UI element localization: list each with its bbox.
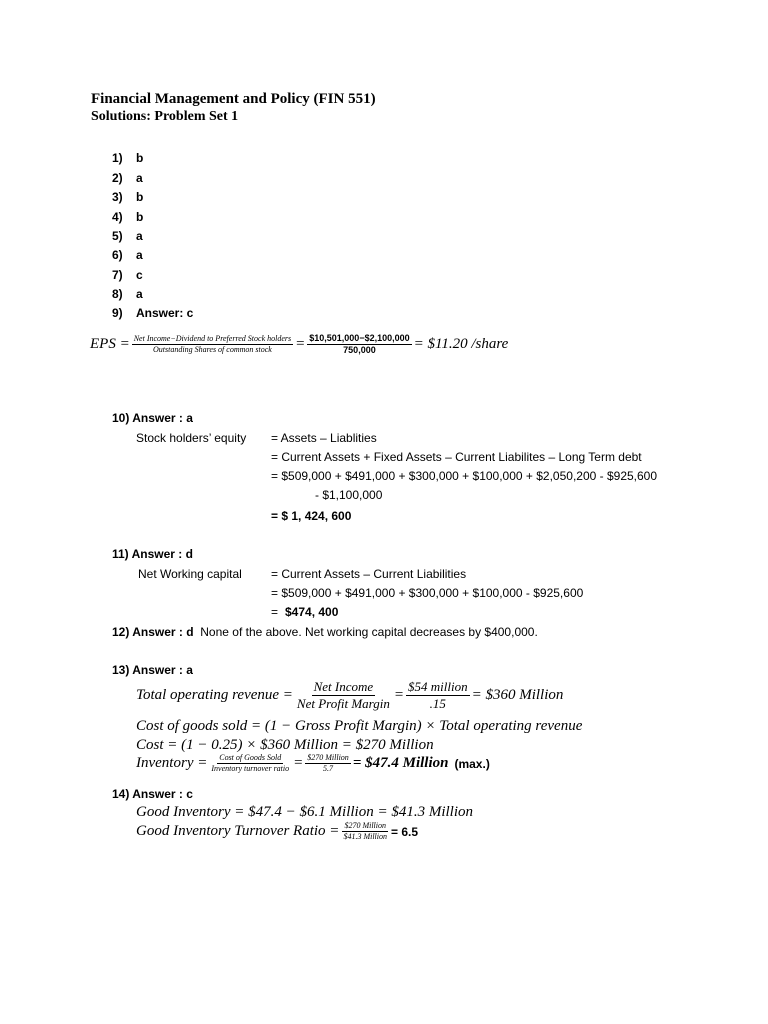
inventory-result: = $47.4 Million (352, 755, 449, 772)
answer-item: 6) (112, 248, 123, 262)
answer-value: a (136, 248, 143, 262)
equals-sign: = (293, 755, 304, 772)
tor-label: Total operating revenue = (136, 686, 293, 703)
eps-denominator: Outstanding Shares of common stock (153, 345, 272, 355)
gitr-result: = 6.5 (391, 824, 419, 839)
answer-item: 5) (112, 229, 123, 243)
good-inventory-turnover-equation (136, 822, 418, 842)
inventory-denominator: Inventory turnover ratio (211, 764, 290, 774)
eps-values-denominator: 750,000 (343, 345, 376, 356)
answer-value: a (136, 171, 143, 185)
tor-values-denominator: .15 (429, 695, 446, 711)
equals-sign: = (393, 686, 404, 703)
answer-value: c (136, 268, 143, 282)
q12-text: None of the above. Net working capital decreases by $400,000. (200, 625, 538, 639)
tor-result: = $360 Million (471, 686, 564, 703)
q10-line: = Current Assets + Fixed Assets – Current Liabilites – Long Term debt (271, 450, 642, 464)
answer-value: b (136, 190, 144, 204)
cogs-equation: Cost of goods sold = (1 − Gross Profit Margin) × Total operating revenue (136, 718, 583, 734)
eps-values-fraction (307, 334, 411, 356)
answer-item: 2) (112, 171, 123, 185)
gitr-fraction (341, 822, 389, 842)
answer-value: b (136, 210, 144, 224)
answer-item: 8) (112, 287, 123, 301)
q10-line: = Assets – Liablities (271, 431, 377, 445)
equals-sign: = (295, 336, 306, 353)
answer-item: 3) (112, 190, 123, 204)
answer-item: 1) (112, 151, 123, 165)
answer-item: 9) (112, 306, 123, 320)
inventory-values-denominator: 5.7 (323, 764, 334, 774)
q10-line: = $509,000 + $491,000 + $300,000 + $100,000 + $2,050,200 - $925,600 (271, 469, 658, 483)
inventory-max-note: (max.) (454, 756, 490, 771)
good-inventory-equation: Good Inventory = $47.4 − $6.1 Million = $41.3 Million (136, 804, 474, 820)
q12-heading: 12) Answer : d (112, 625, 194, 639)
tor-numerator: Net Income (313, 679, 374, 694)
inventory-numerator: Cost of Goods Sold (217, 754, 283, 764)
q11-line: = Current Assets – Current Liabilities (271, 567, 467, 581)
q11-heading: 11) Answer : d (112, 547, 193, 561)
tor-fraction (295, 680, 392, 710)
q11-line: = $509,000 + $491,000 + $300,000 + $100,000 - $925,600 (271, 586, 584, 600)
document-subtitle: Solutions: Problem Set 1 (91, 109, 239, 124)
eps-equation (90, 334, 508, 356)
q10-heading: 10) Answer : a (112, 411, 193, 425)
inventory-values-numerator: $270 Million (305, 754, 351, 764)
gitr-denominator: $41.3 Million (343, 832, 387, 842)
q11-result: $474, 400 (285, 605, 339, 619)
answer-item: 7) (112, 268, 123, 282)
total-operating-revenue-equation (136, 680, 563, 710)
document-title: Financial Management and Policy (FIN 551) (91, 91, 376, 107)
eps-label: EPS = (90, 336, 130, 353)
q13-heading: 13) Answer : a (112, 663, 193, 677)
cost-equation: Cost = (1 − 0.25) × $360 Million = $270 Million (136, 737, 434, 753)
eps-fraction (132, 335, 293, 355)
q10-label: Stock holders’ equity (136, 431, 247, 445)
q10-line: - $1,100,000 (315, 488, 383, 502)
answer-value: Answer: c (136, 306, 194, 320)
gitr-label: Good Inventory Turnover Ratio = (136, 823, 340, 840)
tor-values-numerator: $54 million (407, 679, 468, 694)
inventory-values-fraction (305, 754, 351, 774)
inventory-equation (136, 754, 490, 774)
q11-label: Net Working capital (138, 567, 242, 581)
q11-result-prefix: = (271, 605, 279, 619)
inventory-fraction (209, 754, 291, 774)
answer-value: b (136, 151, 144, 165)
gitr-numerator: $270 Million (342, 822, 388, 832)
eps-values-numerator: $10,501,000−$2,100,000 (307, 334, 411, 345)
eps-result: = $11.20 /share (413, 336, 509, 353)
q14-heading: 14) Answer : c (112, 787, 193, 801)
q12-line (112, 625, 538, 639)
answer-value: a (136, 287, 143, 301)
tor-values-fraction (406, 680, 470, 710)
answer-item: 4) (112, 210, 123, 224)
tor-denominator: Net Profit Margin (296, 695, 390, 711)
eps-numerator: Net Income−Dividend to Preferred Stock holders (132, 335, 293, 345)
inventory-label: Inventory = (136, 755, 208, 772)
answer-value: a (136, 229, 143, 243)
q10-result: = $ 1, 424, 600 (271, 509, 352, 523)
